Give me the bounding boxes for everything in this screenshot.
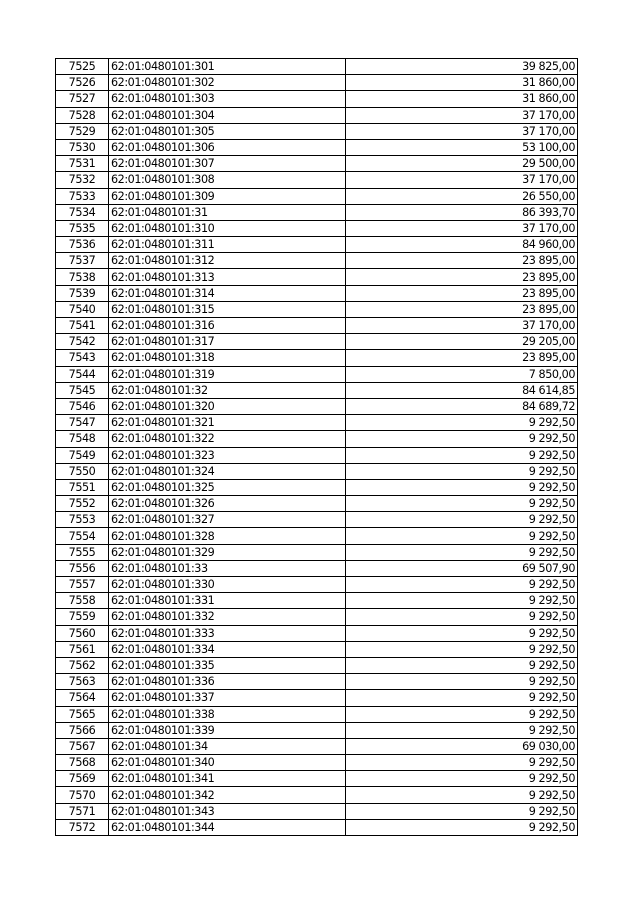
cadastral-value-cell: 37 170,00	[346, 123, 578, 139]
row-number-cell: 7542	[56, 334, 109, 350]
cadastral-value-cell: 9 292,50	[346, 415, 578, 431]
row-number-cell: 7557	[56, 577, 109, 593]
cadastral-value-cell: 9 292,50	[346, 593, 578, 609]
table-row	[56, 496, 578, 512]
table-row	[56, 75, 578, 91]
cadastral-number-cell: 62:01:0480101:344	[109, 819, 346, 835]
cadastral-value-cell: 9 292,50	[346, 609, 578, 625]
cadastral-number-cell: 62:01:0480101:309	[109, 188, 346, 204]
row-number-cell: 7549	[56, 447, 109, 463]
cadastral-value-cell: 9 292,50	[346, 577, 578, 593]
table-row	[56, 479, 578, 495]
cadastral-value-cell: 69 030,00	[346, 738, 578, 754]
cadastral-value-cell: 9 292,50	[346, 641, 578, 657]
row-number-cell: 7553	[56, 512, 109, 528]
cadastral-number-cell: 62:01:0480101:339	[109, 722, 346, 738]
cadastral-number-cell: 62:01:0480101:331	[109, 593, 346, 609]
cadastral-number-cell: 62:01:0480101:31	[109, 204, 346, 220]
row-number-cell: 7534	[56, 204, 109, 220]
cadastral-value-cell: 9 292,50	[346, 479, 578, 495]
cadastral-value-cell: 9 292,50	[346, 657, 578, 673]
cadastral-value-cell: 39 825,00	[346, 59, 578, 75]
cadastral-value-cell: 86 393,70	[346, 204, 578, 220]
table-row	[56, 641, 578, 657]
cadastral-number-cell: 62:01:0480101:319	[109, 366, 346, 382]
cadastral-number-cell: 62:01:0480101:310	[109, 220, 346, 236]
row-number-cell: 7528	[56, 107, 109, 123]
row-number-cell: 7539	[56, 285, 109, 301]
cadastral-value-cell: 9 292,50	[346, 447, 578, 463]
row-number-cell: 7537	[56, 253, 109, 269]
cadastral-value-cell: 9 292,50	[346, 706, 578, 722]
table-row	[56, 738, 578, 754]
row-number-cell: 7525	[56, 59, 109, 75]
cadastral-value-cell: 9 292,50	[346, 431, 578, 447]
row-number-cell: 7565	[56, 706, 109, 722]
table-row	[56, 366, 578, 382]
table-row	[56, 593, 578, 609]
cadastral-number-cell: 62:01:0480101:304	[109, 107, 346, 123]
row-number-cell: 7538	[56, 269, 109, 285]
cadastral-value-cell: 9 292,50	[346, 803, 578, 819]
row-number-cell: 7569	[56, 771, 109, 787]
row-number-cell: 7566	[56, 722, 109, 738]
row-number-cell: 7552	[56, 496, 109, 512]
cadastral-value-cell: 9 292,50	[346, 496, 578, 512]
cadastral-value-cell: 23 895,00	[346, 301, 578, 317]
cadastral-value-cell: 29 205,00	[346, 334, 578, 350]
cadastral-number-cell: 62:01:0480101:335	[109, 657, 346, 673]
table-row	[56, 690, 578, 706]
row-number-cell: 7570	[56, 787, 109, 803]
cadastral-number-cell: 62:01:0480101:302	[109, 75, 346, 91]
cadastral-number-cell: 62:01:0480101:336	[109, 674, 346, 690]
cadastral-value-cell: 9 292,50	[346, 625, 578, 641]
row-number-cell: 7545	[56, 382, 109, 398]
cadastral-value-cell: 9 292,50	[346, 528, 578, 544]
table-row	[56, 787, 578, 803]
cadastral-number-cell: 62:01:0480101:338	[109, 706, 346, 722]
table-row	[56, 123, 578, 139]
cadastral-value-cell: 26 550,00	[346, 188, 578, 204]
table-row	[56, 771, 578, 787]
row-number-cell: 7544	[56, 366, 109, 382]
cadastral-value-cell: 31 860,00	[346, 91, 578, 107]
row-number-cell: 7568	[56, 755, 109, 771]
table-row	[56, 463, 578, 479]
cadastral-number-cell: 62:01:0480101:32	[109, 382, 346, 398]
row-number-cell: 7551	[56, 479, 109, 495]
table-row	[56, 431, 578, 447]
table-row	[56, 253, 578, 269]
row-number-cell: 7540	[56, 301, 109, 317]
table-body	[56, 59, 578, 836]
table-row	[56, 318, 578, 334]
cadastral-value-cell: 9 292,50	[346, 755, 578, 771]
table-row	[56, 91, 578, 107]
cadastral-value-cell: 37 170,00	[346, 318, 578, 334]
cadastral-value-cell: 9 292,50	[346, 819, 578, 835]
cadastral-value-cell: 9 292,50	[346, 690, 578, 706]
row-number-cell: 7532	[56, 172, 109, 188]
cadastral-value-cell: 9 292,50	[346, 787, 578, 803]
row-number-cell: 7555	[56, 544, 109, 560]
cadastral-number-cell: 62:01:0480101:322	[109, 431, 346, 447]
table-row	[56, 172, 578, 188]
row-number-cell: 7562	[56, 657, 109, 673]
table-row	[56, 188, 578, 204]
row-number-cell: 7536	[56, 237, 109, 253]
cadastral-value-cell: 23 895,00	[346, 285, 578, 301]
cadastral-number-cell: 62:01:0480101:317	[109, 334, 346, 350]
table-row	[56, 285, 578, 301]
row-number-cell: 7558	[56, 593, 109, 609]
row-number-cell: 7556	[56, 560, 109, 576]
table-row	[56, 301, 578, 317]
table-row	[56, 415, 578, 431]
cadastral-number-cell: 62:01:0480101:301	[109, 59, 346, 75]
cadastral-value-cell: 84 960,00	[346, 237, 578, 253]
cadastral-number-cell: 62:01:0480101:324	[109, 463, 346, 479]
row-number-cell: 7550	[56, 463, 109, 479]
table-row	[56, 674, 578, 690]
table-row	[56, 204, 578, 220]
table-row	[56, 156, 578, 172]
table-row	[56, 544, 578, 560]
row-number-cell: 7541	[56, 318, 109, 334]
table-row	[56, 398, 578, 414]
cadastral-number-cell: 62:01:0480101:321	[109, 415, 346, 431]
row-number-cell: 7564	[56, 690, 109, 706]
table-row	[56, 139, 578, 155]
cadastral-value-cell: 9 292,50	[346, 512, 578, 528]
cadastral-number-cell: 62:01:0480101:323	[109, 447, 346, 463]
table-row	[56, 59, 578, 75]
cadastral-number-cell: 62:01:0480101:312	[109, 253, 346, 269]
cadastral-number-cell: 62:01:0480101:311	[109, 237, 346, 253]
table-row	[56, 657, 578, 673]
row-number-cell: 7535	[56, 220, 109, 236]
cadastral-number-cell: 62:01:0480101:316	[109, 318, 346, 334]
row-number-cell: 7530	[56, 139, 109, 155]
cadastral-number-cell: 62:01:0480101:326	[109, 496, 346, 512]
table-row	[56, 220, 578, 236]
cadastral-number-cell: 62:01:0480101:327	[109, 512, 346, 528]
row-number-cell: 7572	[56, 819, 109, 835]
cadastral-value-cell: 23 895,00	[346, 269, 578, 285]
cadastral-value-cell: 37 170,00	[346, 172, 578, 188]
row-number-cell: 7533	[56, 188, 109, 204]
row-number-cell: 7571	[56, 803, 109, 819]
table-row	[56, 107, 578, 123]
cadastral-number-cell: 62:01:0480101:332	[109, 609, 346, 625]
table-row	[56, 819, 578, 835]
cadastral-number-cell: 62:01:0480101:330	[109, 577, 346, 593]
table-row	[56, 512, 578, 528]
table-row	[56, 350, 578, 366]
table-row	[56, 755, 578, 771]
table-row	[56, 237, 578, 253]
cadastral-number-cell: 62:01:0480101:303	[109, 91, 346, 107]
cadastral-value-cell: 9 292,50	[346, 463, 578, 479]
row-number-cell: 7554	[56, 528, 109, 544]
row-number-cell: 7529	[56, 123, 109, 139]
cadastral-value-table	[55, 58, 578, 836]
cadastral-value-cell: 9 292,50	[346, 722, 578, 738]
row-number-cell: 7547	[56, 415, 109, 431]
table-row	[56, 625, 578, 641]
cadastral-value-cell: 29 500,00	[346, 156, 578, 172]
cadastral-number-cell: 62:01:0480101:333	[109, 625, 346, 641]
cadastral-value-cell: 23 895,00	[346, 350, 578, 366]
cadastral-number-cell: 62:01:0480101:328	[109, 528, 346, 544]
table-row	[56, 577, 578, 593]
cadastral-value-cell: 7 850,00	[346, 366, 578, 382]
cadastral-number-cell: 62:01:0480101:308	[109, 172, 346, 188]
row-number-cell: 7561	[56, 641, 109, 657]
cadastral-number-cell: 62:01:0480101:307	[109, 156, 346, 172]
row-number-cell: 7526	[56, 75, 109, 91]
cadastral-value-cell: 9 292,50	[346, 674, 578, 690]
table-row	[56, 803, 578, 819]
cadastral-number-cell: 62:01:0480101:33	[109, 560, 346, 576]
cadastral-number-cell: 62:01:0480101:342	[109, 787, 346, 803]
row-number-cell: 7543	[56, 350, 109, 366]
cadastral-number-cell: 62:01:0480101:314	[109, 285, 346, 301]
cadastral-value-cell: 84 614,85	[346, 382, 578, 398]
cadastral-number-cell: 62:01:0480101:341	[109, 771, 346, 787]
cadastral-number-cell: 62:01:0480101:305	[109, 123, 346, 139]
cadastral-value-cell: 23 895,00	[346, 253, 578, 269]
row-number-cell: 7563	[56, 674, 109, 690]
cadastral-value-cell: 37 170,00	[346, 107, 578, 123]
cadastral-number-cell: 62:01:0480101:343	[109, 803, 346, 819]
table-row	[56, 722, 578, 738]
row-number-cell: 7548	[56, 431, 109, 447]
table-row	[56, 560, 578, 576]
row-number-cell: 7546	[56, 398, 109, 414]
table-row	[56, 447, 578, 463]
cadastral-value-cell: 69 507,90	[346, 560, 578, 576]
cadastral-number-cell: 62:01:0480101:320	[109, 398, 346, 414]
table-row	[56, 269, 578, 285]
row-number-cell: 7567	[56, 738, 109, 754]
cadastral-value-cell: 31 860,00	[346, 75, 578, 91]
row-number-cell: 7560	[56, 625, 109, 641]
cadastral-value-cell: 53 100,00	[346, 139, 578, 155]
cadastral-value-cell: 37 170,00	[346, 220, 578, 236]
cadastral-number-cell: 62:01:0480101:315	[109, 301, 346, 317]
cadastral-value-cell: 9 292,50	[346, 544, 578, 560]
cadastral-number-cell: 62:01:0480101:337	[109, 690, 346, 706]
row-number-cell: 7527	[56, 91, 109, 107]
cadastral-number-cell: 62:01:0480101:318	[109, 350, 346, 366]
cadastral-value-cell: 84 689,72	[346, 398, 578, 414]
row-number-cell: 7531	[56, 156, 109, 172]
cadastral-value-cell: 9 292,50	[346, 771, 578, 787]
cadastral-number-cell: 62:01:0480101:313	[109, 269, 346, 285]
cadastral-number-cell: 62:01:0480101:306	[109, 139, 346, 155]
table-row	[56, 334, 578, 350]
table-row	[56, 528, 578, 544]
cadastral-number-cell: 62:01:0480101:34	[109, 738, 346, 754]
cadastral-number-cell: 62:01:0480101:329	[109, 544, 346, 560]
table-row	[56, 382, 578, 398]
row-number-cell: 7559	[56, 609, 109, 625]
cadastral-number-cell: 62:01:0480101:325	[109, 479, 346, 495]
table-row	[56, 706, 578, 722]
cadastral-number-cell: 62:01:0480101:334	[109, 641, 346, 657]
table-row	[56, 609, 578, 625]
document-page	[55, 58, 577, 836]
cadastral-number-cell: 62:01:0480101:340	[109, 755, 346, 771]
